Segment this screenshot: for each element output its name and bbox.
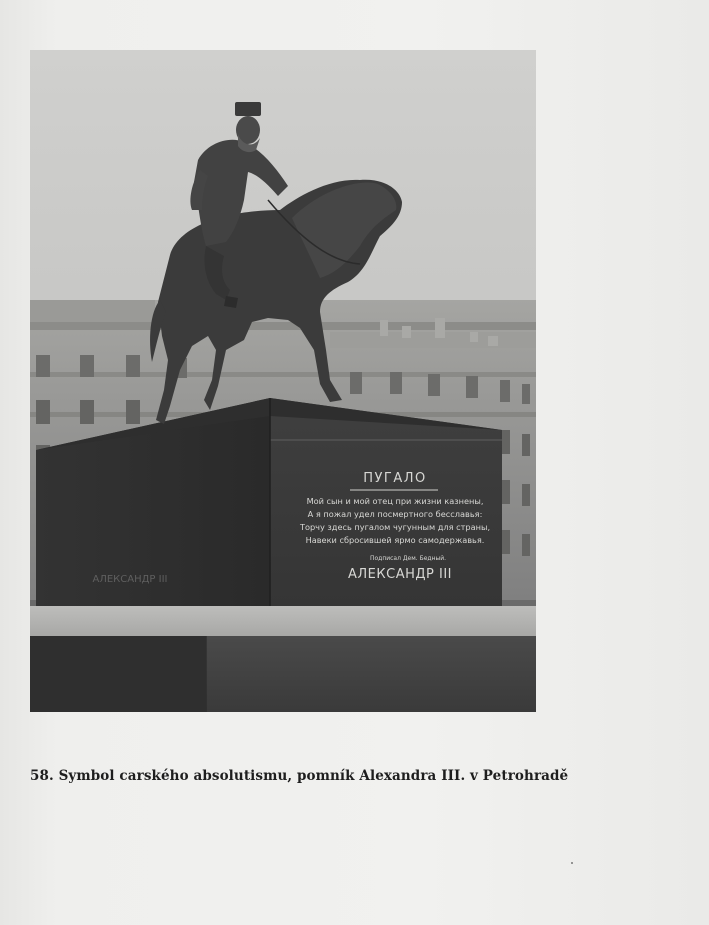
monument-photograph	[30, 50, 536, 712]
pedestal-side-name: АЛЕКСАНДР III	[92, 574, 168, 585]
inscription-line: А я пожал удел посмертного бесславья:	[307, 509, 483, 519]
inscription-line: Мой сын и мой отец при жизни казнены,	[306, 496, 484, 506]
paper-speck	[571, 862, 573, 864]
figure-caption: 58. Symbol carského absolutismu, pomník Alexandra III. v Petrohradě	[30, 768, 569, 784]
monument-pedestal	[30, 398, 536, 712]
inscription-line: Навеки сбросившей ярмо самодержавья.	[305, 535, 485, 545]
inscription-line: Торчу здесь пугалом чугунным для страны,	[299, 522, 491, 532]
inscription-credit: Подписал Дем. Бедный.	[369, 555, 447, 562]
inscription-title: ПУГАЛО	[363, 471, 427, 486]
inscription-name: АЛЕКСАНДР III	[348, 567, 452, 582]
monument-photo-illustration	[30, 50, 536, 712]
